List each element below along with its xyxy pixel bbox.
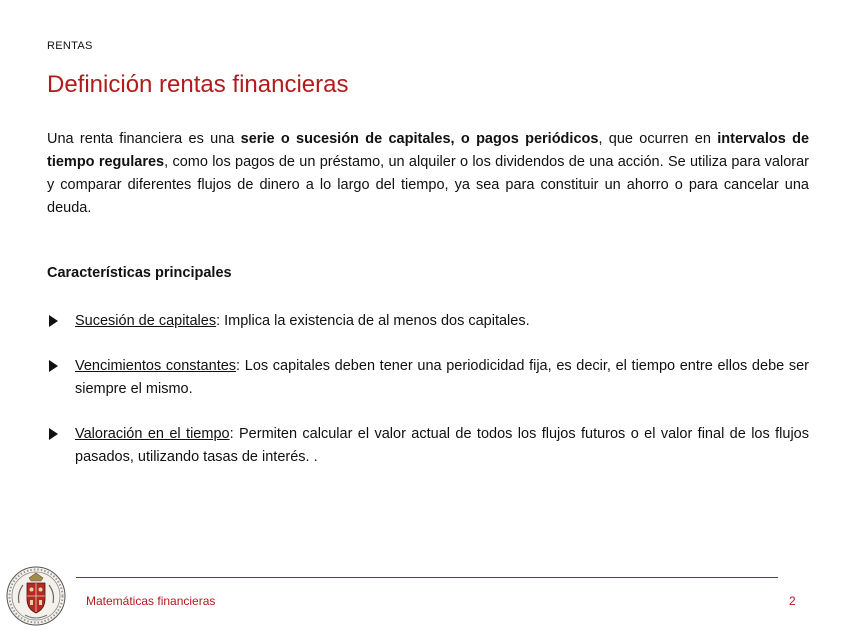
arrow-bullet-icon — [49, 428, 58, 440]
intro-bold-2: intervalos de tiempo regulares — [47, 131, 810, 170]
arrow-bullet-icon — [49, 360, 58, 372]
item-text: Permiten calcular el valor actual de todos los flujos futuros o el valor final de los flujos pasados, utilizando tasas de interés. . — [75, 426, 809, 465]
intro-text-2: , que ocurren en — [598, 131, 718, 147]
intro-bold-1: serie o sucesión de capitales, o pagos periódicos — [240, 131, 599, 147]
characteristics-list — [47, 310, 809, 469]
list-item — [47, 310, 809, 333]
slide-title: Definición rentas financieras — [47, 71, 349, 98]
list-item — [47, 355, 809, 401]
arrow-bullet-icon — [49, 315, 58, 327]
characteristics-heading: Características principales — [47, 265, 232, 281]
item-term: Vencimientos constantes — [75, 358, 237, 374]
list-item — [47, 423, 809, 469]
footer-divider — [76, 577, 778, 578]
intro-text-3: , como los pagos de un préstamo, un alquiler o los dividendos de una acción. Se utiliza para valorar y comparar diferentes flujos de dinero a lo largo del tiempo, ya sea para constituir un ahorro o para cancelar una deuda. — [47, 154, 809, 216]
item-separator: : — [236, 358, 245, 374]
footer-course-name: Matemáticas financieras — [86, 594, 216, 608]
intro-text-1: Una renta financiera es una — [47, 131, 241, 147]
intro-paragraph — [47, 128, 809, 220]
university-seal-icon — [5, 563, 67, 629]
item-separator: : — [229, 426, 240, 442]
item-separator: : — [216, 313, 225, 329]
item-text: Implica la existencia de al menos dos capitales. — [224, 313, 530, 329]
item-text: Los capitales deben tener una periodicidad fija, es decir, el tiempo entre ellos debe ser siempre el mismo. — [75, 358, 809, 397]
item-term: Valoración en el tiempo — [75, 426, 230, 442]
section-label: RENTAS — [47, 40, 93, 52]
item-term: Sucesión de capitales — [75, 313, 217, 329]
page-number: 2 — [789, 594, 796, 608]
